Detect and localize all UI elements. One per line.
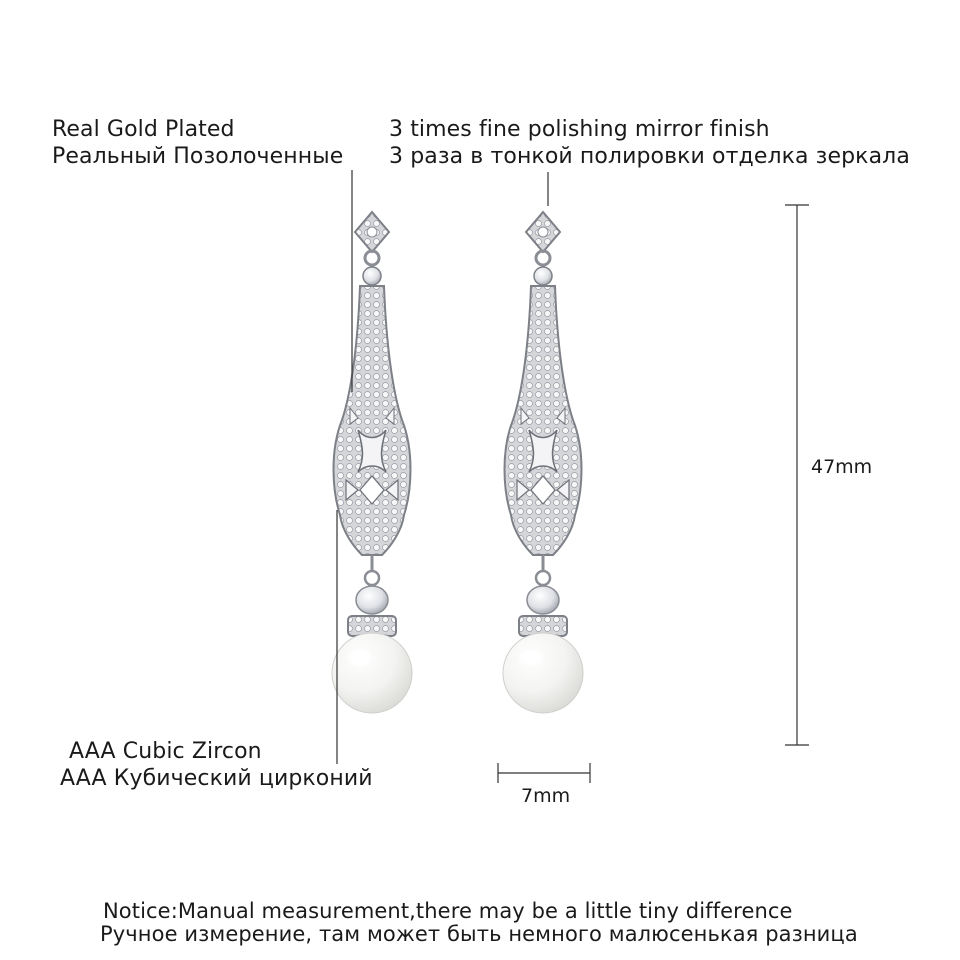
earring-left [332, 212, 412, 713]
length-dimension-marker [785, 205, 809, 745]
zircon-label-ru: AAA Кубический цирконий [60, 766, 373, 791]
measurement-notice-ru: Ручное измерение, там может быть немного малюсенькая разница [100, 922, 858, 946]
width-dimension-marker [498, 763, 590, 783]
polishing-label-ru: 3 раза в тонкой полировки отделка зеркала [389, 144, 910, 169]
polishing-label-en: 3 times fine polishing mirror finish [389, 117, 770, 142]
zircon-label-en: AAA Cubic Zircon [69, 739, 262, 764]
zircon-label [60, 738, 373, 792]
gold-plated-label-ru: Реальный Позолоченные [52, 144, 344, 169]
earring-right [503, 212, 583, 713]
length-dimension-label: 47mm [811, 456, 873, 478]
gold-plated-label-en: Real Gold Plated [52, 117, 235, 142]
polishing-label [389, 116, 910, 170]
width-dimension-label: 7mm [521, 785, 571, 807]
measurement-notice [100, 899, 858, 946]
measurement-notice-en: Notice:Manual measurement,there may be a little tiny difference [103, 899, 793, 923]
gold-plated-label [52, 116, 343, 170]
